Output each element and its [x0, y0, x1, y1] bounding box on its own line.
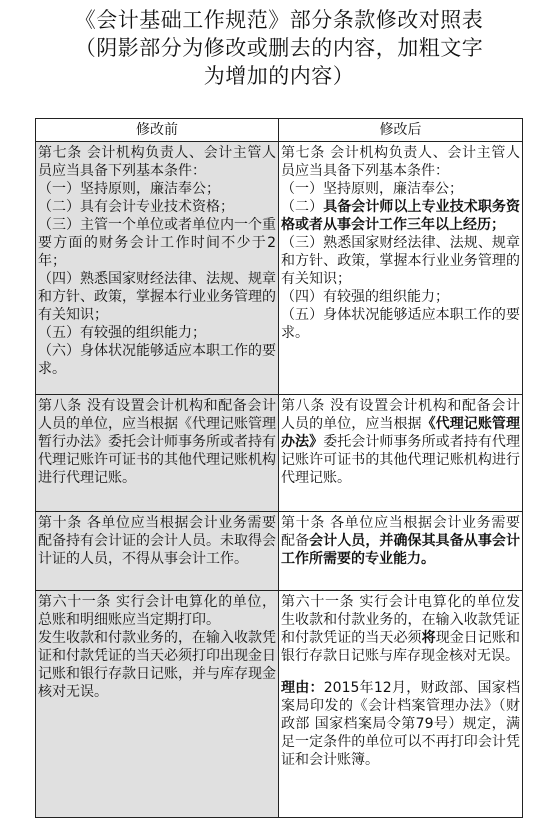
text-paragraph	[281, 397, 520, 487]
article-10-after	[279, 512, 523, 591]
table-row	[36, 512, 523, 591]
article-7-after	[279, 142, 523, 395]
article-61-before	[36, 591, 279, 818]
reason-label: 理由：	[281, 680, 324, 696]
text-paragraph: （四）有较强的组织能力；	[281, 289, 449, 305]
text-paragraph: （五）有较强的组织能力；	[38, 325, 206, 341]
article-10-before	[36, 512, 279, 591]
text-paragraph: 第十条 各单位应当根据会计业务需要配备持有会计证的会计人员。未取得会计证的人员，不得从事会计工作。	[38, 515, 276, 567]
article-61-after	[279, 591, 523, 818]
item-number: （二）	[281, 199, 324, 215]
added-text: 将	[421, 630, 436, 646]
text-paragraph: （一）坚持原则，廉洁奉公；	[38, 181, 220, 197]
text-paragraph: （三）熟悉国家财经法律、法规、规章和方针、政策，掌握本行业业务管理的有关知识；	[281, 235, 520, 287]
article-text: 第六十一条 实行会计电算化的单位发生收款和付款业务的，在输入收款凭证和付款凭证的当天必须	[281, 594, 520, 646]
article-text: 现金日记账和银行存款日记账与库存现金核对无误。	[281, 630, 520, 664]
text-paragraph: 第八条 没有设置会计机构和配备会计人员的单位，应当根据《代理记账管理暂行办法》委托会计师事务所或者持有代理记账许可证书的其他代理记账机构进行代理记账。	[38, 398, 276, 486]
table-row	[36, 142, 523, 395]
text-paragraph: （三）主管一个单位或者单位内一个重要方面的财务会计工作时间不少于2年；	[38, 217, 276, 269]
text-paragraph: 第六十一条 实行会计电算化的单位，总账和明细账应当定期打印。	[38, 594, 276, 628]
table-header-row	[36, 119, 523, 142]
added-text: 会计人员，并确保其具备从事会计工作所需要的专业能力。	[281, 533, 520, 567]
text-paragraph: （四）熟悉国家财经法律、法规、规章和方针、政策，掌握本行业业务管理的有关知识；	[38, 271, 276, 323]
article-7-before	[36, 142, 279, 395]
added-text: 《代理记账管理办法》	[281, 416, 520, 450]
article-text: 第十条 各单位应当根据会计业务需要配备	[281, 515, 520, 549]
document-title	[0, 6, 558, 90]
article-text: 委托会计师事务所或者持有代理记账许可证书的其他代理记账机构进行代理记账。	[281, 434, 520, 486]
comparison-table	[35, 118, 523, 818]
header-after: 修改后	[279, 119, 523, 142]
text-paragraph: （六）身体状况能够适应本职工作的要求。	[38, 343, 276, 377]
title-line-1: 《会计基础工作规范》部分条款修改对照表	[74, 8, 484, 32]
table-row	[36, 395, 523, 512]
text-paragraph	[281, 514, 520, 568]
article-8-before	[36, 395, 279, 512]
article-8-after	[279, 395, 523, 512]
reason-text: 2015年12月，财政部、国家档案局印发的《会计档案管理办法》（财政部 国家档案局令第79号）规定，满足一定条件的单位可以不再打印会计凭证和会计账簿。	[281, 680, 520, 768]
text-paragraph: （二）具有会计专业技术资格；	[38, 199, 234, 215]
title-line-2: （阴影部分为修改或删去的内容，加粗文字	[74, 36, 484, 60]
text-paragraph: 第七条 会计机构负责人、会计主管人员应当具备下列基本条件：	[281, 145, 520, 179]
text-paragraph: （五）身体状况能够适应本职工作的要求。	[281, 307, 520, 341]
text-paragraph: 第七条 会计机构负责人、会计主管人员应当具备下列基本条件：	[38, 145, 276, 179]
header-before: 修改前	[36, 119, 279, 142]
title-line-3: 为增加的内容）	[203, 64, 355, 88]
text-paragraph: 发生收款和付款业务的，在输入收款凭证和付款凭证的当天必须打印出现金日记账和银行存款日记账，并与库存现金核对无误。	[38, 630, 276, 700]
reason-paragraph	[281, 679, 520, 769]
added-text: 具备会计师以上专业技术职务资格或者从事会计工作三年以上经历；	[281, 199, 520, 233]
text-paragraph	[281, 593, 520, 665]
text-paragraph	[281, 198, 520, 234]
table-row	[36, 591, 523, 818]
text-paragraph: （一）坚持原则，廉洁奉公；	[281, 181, 463, 197]
article-text: 第八条 没有设置会计机构和配备会计人员的单位，应当根据	[281, 398, 520, 432]
